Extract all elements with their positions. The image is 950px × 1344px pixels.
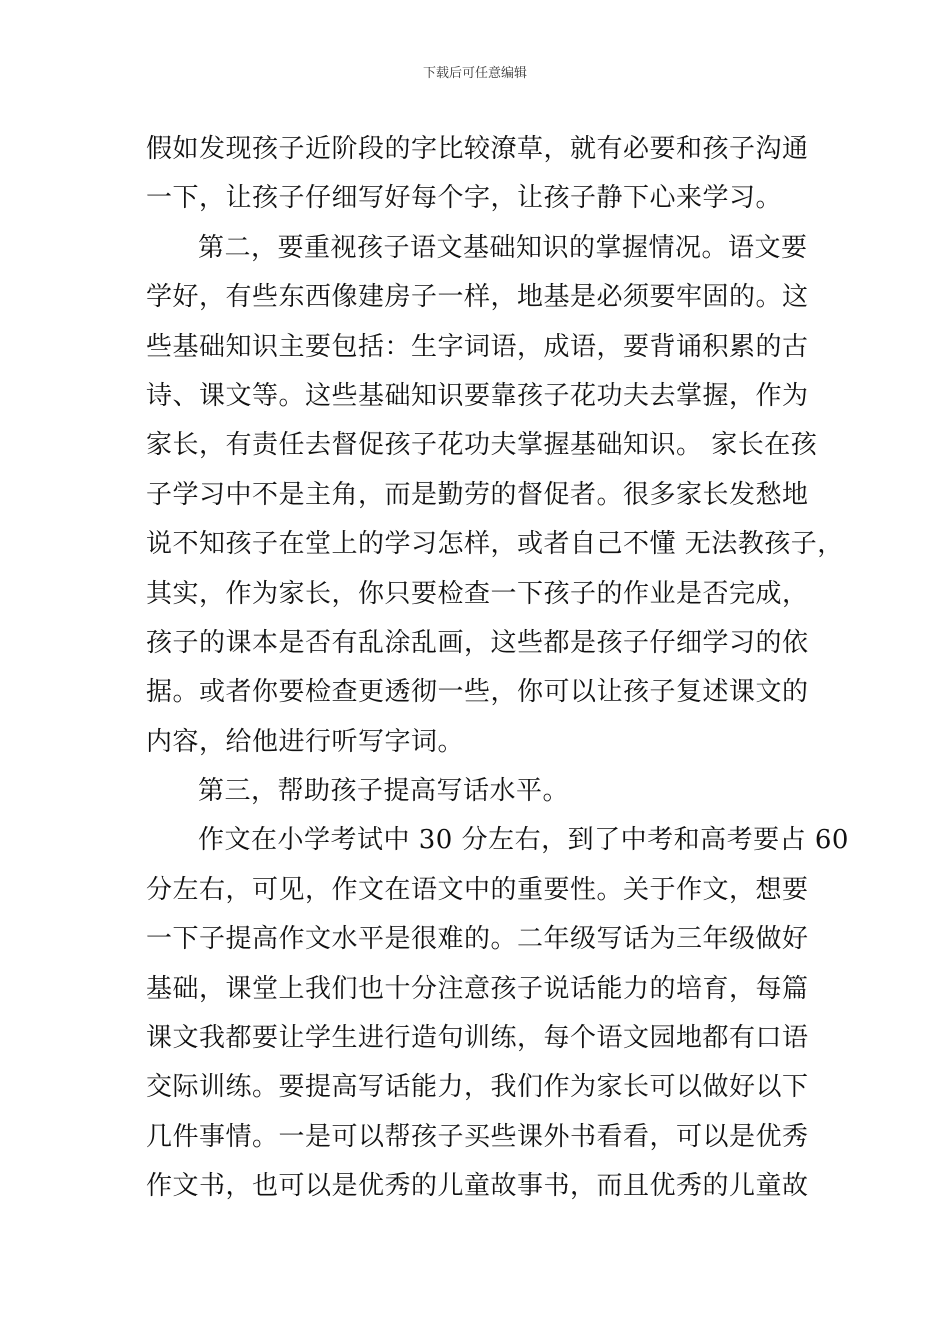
text-line: 内容，给他进行听写字词。 — [146, 726, 465, 757]
text-line: 说不知孩子在堂上的学习怎样，或者自己不懂 无法教孩子， — [146, 529, 844, 560]
text-line: 些基础知识主要包括：生字词语，成语，要背诵积累的古 — [146, 331, 809, 362]
text-line: 假如发现孩子近阶段的字比较潦草，就有必要和孩子沟通 — [146, 134, 809, 164]
document-body — [146, 125, 849, 1212]
text-line: 据。或者你要检查更透彻一些，你可以让孩子复述课文的 — [146, 677, 809, 708]
text-line: 课文我都要让学生进行造句训练，每个语文园地都有口语 — [146, 1023, 809, 1054]
text-line: 孩子的课本是否有乱涂乱画，这些都是孩子仔细学习的依 — [146, 627, 809, 658]
text-line: 一下，让孩子仔细写好每个字，让孩子静下心来学习。 — [146, 183, 783, 214]
text-line: 家长，有责任去督促孩子花功夫掌握基础知识。 家长在孩 — [146, 430, 818, 461]
text-line: 几件事情。一是可以帮孩子买些课外书看看，可以是优秀 — [146, 1121, 809, 1152]
text-line: 子学习中不是主角，而是勤劳的督促者。很多家长发愁地 — [146, 479, 809, 510]
text-line: 基础，课堂上我们也十分注意孩子说话能力的培育，每篇 — [146, 973, 809, 1004]
text-line: 一下子提高作文水平是很难的。二年级写话为三年级做好 — [146, 924, 809, 955]
text-line: 诗、课文等。这些基础知识要靠孩子花功夫去掌握，作为 — [146, 380, 809, 411]
paragraph-start-line: 作文在小学考试中 30 分左右，到了中考和高考要占 60 — [198, 825, 849, 856]
text-line: 学好，有些东西像建房子一样，地基是必须要牢固的。这 — [146, 282, 809, 313]
text-line: 分左右，可见，作文在语文中的重要性。关于作文，想要 — [146, 874, 809, 905]
paragraph-start-line: 第二，要重视孩子语文基础知识的掌握情况。语文要 — [198, 232, 808, 263]
section-heading-line: 第三，帮助孩子提高写话水平。 — [198, 776, 570, 807]
text-line: 作文书，也可以是优秀的儿童故事书，而且优秀的儿童故 — [146, 1171, 809, 1202]
text-line: 其实，作为家长，你只要检查一下孩子的作业是否完成， — [146, 578, 809, 609]
text-line: 交际训练。要提高写话能力，我们作为家长可以做好以下 — [146, 1072, 809, 1103]
page-header: 下载后可任意编辑 — [422, 66, 527, 81]
